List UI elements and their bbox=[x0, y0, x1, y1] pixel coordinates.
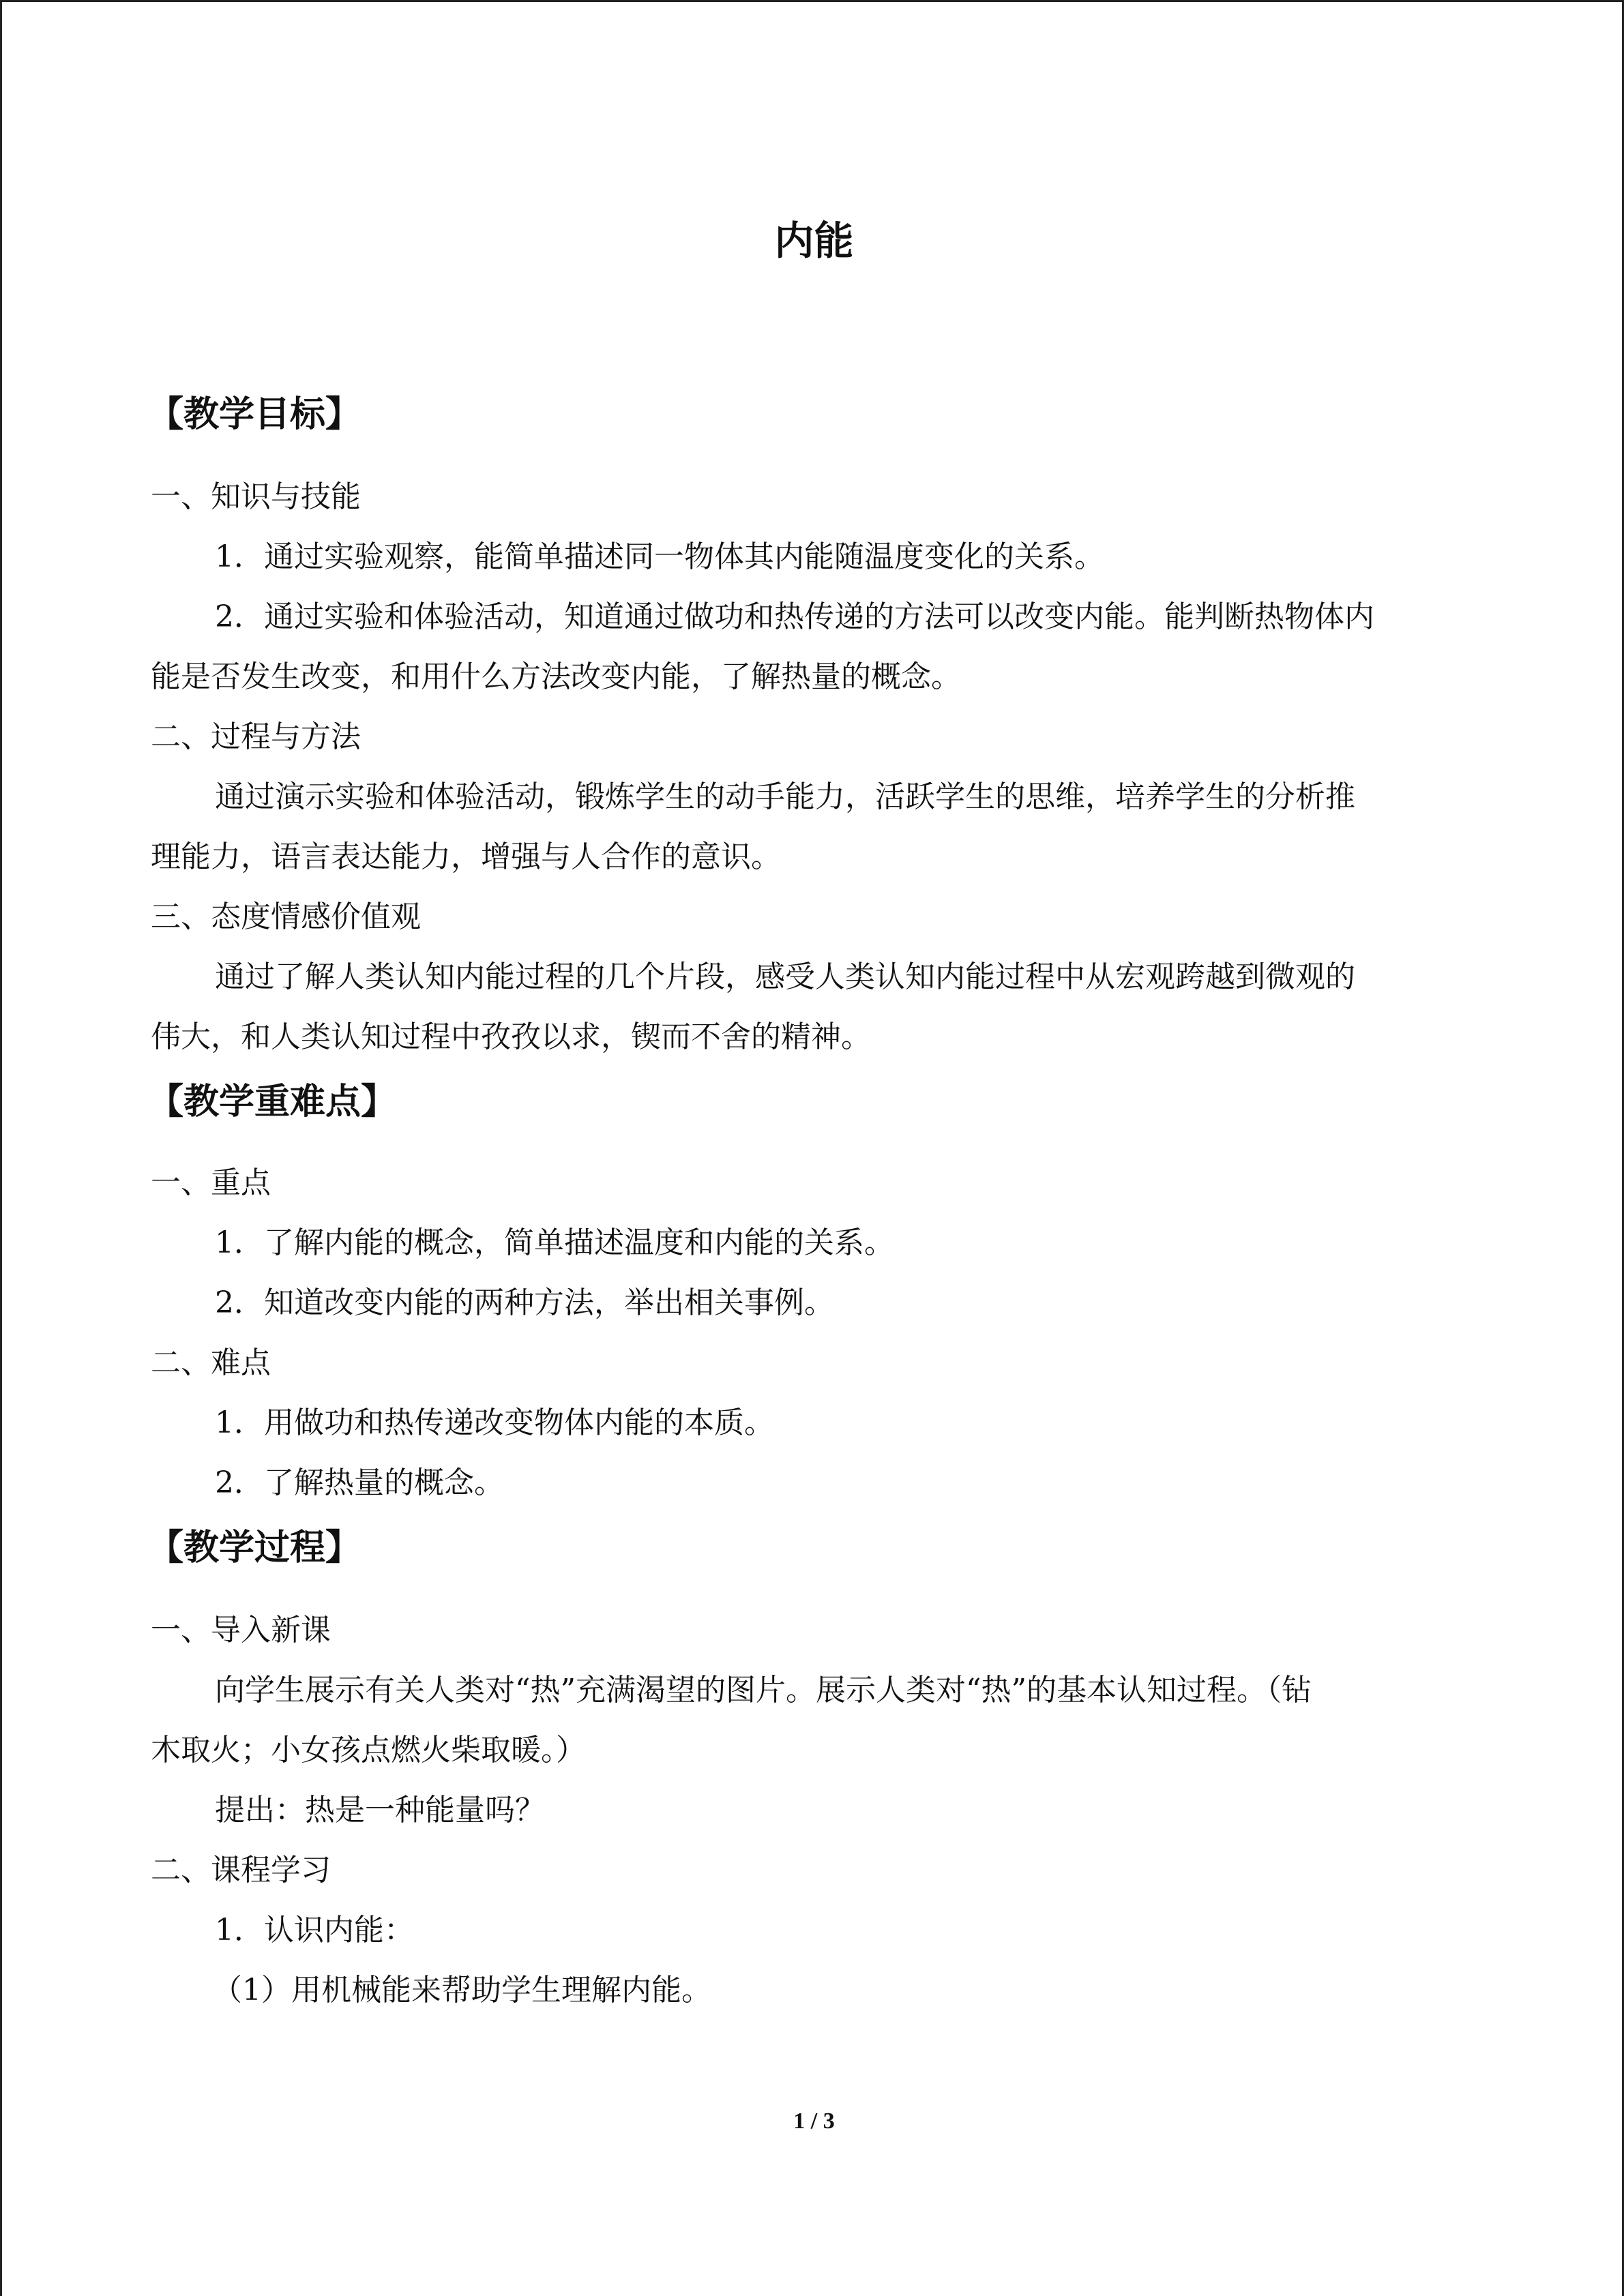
process-study-heading: 二、课程学习 bbox=[151, 1853, 331, 1888]
goals-knowledge-item-2-line-1: 2．通过实验和体验活动，知道通过做功和热传递的方法可以改变内能。能判断热物体内 bbox=[215, 599, 1374, 634]
key-points-focus-item-1: 1．了解内能的概念，简单描述温度和内能的关系。 bbox=[215, 1225, 894, 1260]
page-number: 1 / 3 bbox=[793, 2108, 835, 2134]
section-heading-process: 【教学过程】 bbox=[148, 1527, 361, 1568]
goals-method-paragraph-line-1: 通过演示实验和体验活动，锻炼学生的动手能力，活跃学生的思维，培养学生的分析推 bbox=[215, 779, 1355, 814]
process-intro-paragraph-line-2: 木取火；小女孩点燃火柴取暖。） bbox=[151, 1733, 586, 1768]
goals-knowledge-item-1: 1．通过实验观察，能简单描述同一物体其内能随温度变化的关系。 bbox=[215, 539, 1104, 574]
section-heading-goals: 【教学目标】 bbox=[148, 394, 361, 435]
goals-attitude-heading: 三、态度情感价值观 bbox=[151, 899, 421, 934]
goals-method-paragraph-line-2: 理能力，语言表达能力，增强与人合作的意识。 bbox=[151, 839, 781, 874]
section-heading-key-points: 【教学重难点】 bbox=[148, 1082, 397, 1122]
goals-knowledge-item-2-line-2: 能是否发生改变，和用什么方法改变内能，了解热量的概念。 bbox=[151, 659, 961, 694]
key-points-difficulty-item-2: 2．了解热量的概念。 bbox=[215, 1465, 504, 1500]
key-points-focus-heading: 一、重点 bbox=[151, 1165, 271, 1200]
process-intro-question: 提出：热是一种能量吗？ bbox=[215, 1793, 545, 1828]
process-study-item-1: 1．认识内能： bbox=[215, 1913, 414, 1948]
process-study-subitem-1: （1）用机械能来帮助学生理解内能。 bbox=[212, 1973, 711, 2008]
key-points-difficulty-heading: 二、难点 bbox=[151, 1345, 271, 1380]
key-points-focus-item-2: 2．知道改变内能的两种方法，举出相关事例。 bbox=[215, 1285, 834, 1320]
process-intro-heading: 一、导入新课 bbox=[151, 1613, 331, 1648]
key-points-difficulty-item-1: 1．用做功和热传递改变物体内能的本质。 bbox=[215, 1405, 774, 1440]
goals-attitude-paragraph-line-2: 伟大，和人类认知过程中孜孜以求，锲而不舍的精神。 bbox=[151, 1019, 871, 1054]
goals-attitude-paragraph-line-1: 通过了解人类认知内能过程的几个片段，感受人类认知内能过程中从宏观跨越到微观的 bbox=[215, 959, 1355, 994]
process-intro-paragraph-line-1: 向学生展示有关人类对“热”充满渴望的图片。展示人类对“热”的基本认知过程。（钻 bbox=[215, 1673, 1312, 1708]
goals-knowledge-heading: 一、知识与技能 bbox=[151, 479, 361, 514]
page-title: 内能 bbox=[774, 218, 854, 264]
goals-method-heading: 二、过程与方法 bbox=[151, 719, 361, 754]
